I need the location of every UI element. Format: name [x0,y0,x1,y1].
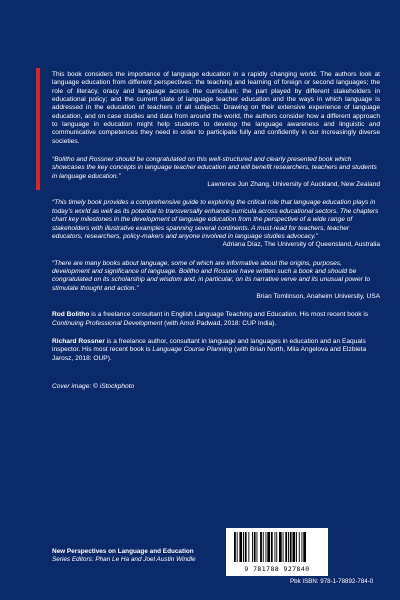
endorsement-text: “Bolitho and Rossner should be congratulated on this well-structured and clearly presented book which showcases the key concepts in language teacher education and will benefit researchers, teachers and students in language education.” [52,156,377,180]
bio-text: (with Amol Padwad, 2018: CUP India). [162,319,277,327]
author-name: Richard Rossner [52,337,105,345]
barcode-number: 9 781788 927840 [244,565,310,573]
bio-text: (with Brian North, Mila Angelova and Elzbieta Jarosz, 2018: OUP). [52,346,367,362]
endorsement-attribution: Adriana Díaz, The University of Queensland, Australia [222,241,380,249]
endorsement [52,156,380,189]
barcode-bars-icon [226,528,328,564]
endorsement [52,260,380,302]
barcode [226,528,328,576]
book-title: Language Course Planning [152,346,233,354]
accent-bar [36,68,40,190]
author-bio [52,338,380,363]
author-name: Rod Bolitho [52,311,90,319]
book-title: Continuing Professional Development [52,319,163,327]
endorsement [52,199,380,249]
series-editors: Series Editors: Phan Le Ha and Joel Austin Windle [52,556,196,563]
endorsement-attribution: Lawrence Jun Zhang, University of Auckland, New Zealand [207,181,380,189]
endorsement-attribution: Brian Tomlinson, Anaheim University, USA [256,292,380,300]
isbn: Pbk ISBN: 978-1-78892-784-0 [290,578,374,585]
endorsement-text: “This timely book provides a comprehensive guide to exploring the critical role that language education plays in today’s world as well as its potential to transversally enhance curricula across educational sectors. The chapters chart key milestones in the development of language education from the perspective of a wide range of stakeholders with illustrative examples spanning several continents. A must-read for teachers, teacher educators, researchers, policy-makers and anyone involved in language studies advocacy.” [52,199,379,240]
bio-text: is a freelance consultant in English Language Teaching and Education. His most recent book is [89,311,369,319]
endorsement-text: “There are many books about language, some of which are informative about the origins, purposes, development and significance of language. Bolitho and Rossner have written such a book and should be congratulated on its scholarship and wisdom and, in particular, on its narrative verve and its unusual power to stimulate thought and action.” [52,259,371,292]
author-bio [52,311,380,328]
cover-image-credit: Cover image: © iStockphoto [52,382,135,390]
series-title: New Perspectives on Language and Education [52,548,194,555]
back-cover-content [52,71,380,391]
bio-text: is a freelance author, consultant in language and languages in education and an Eaquals inspector. His most recent book is [52,337,366,354]
book-description: This book considers the importance of language education in a rapidly changing world. The authors look at language education from different perspectives: the teaching and learning of foreign or second languages; the role of literacy, oracy and language across the curriculum; the part played by different stakeholders in educational policy; and the current state of language teacher education and the ways in which language is addressed in the education of teachers of all subjects. Drawing on their extensive experience of language education, and on case studies and data from around the world, the authors consider how a different approach to language in education might help students to develop the language awareness and linguistic and communicative competences they need in order to participate fully and confidently in our increasingly diverse societies. [52,71,380,145]
